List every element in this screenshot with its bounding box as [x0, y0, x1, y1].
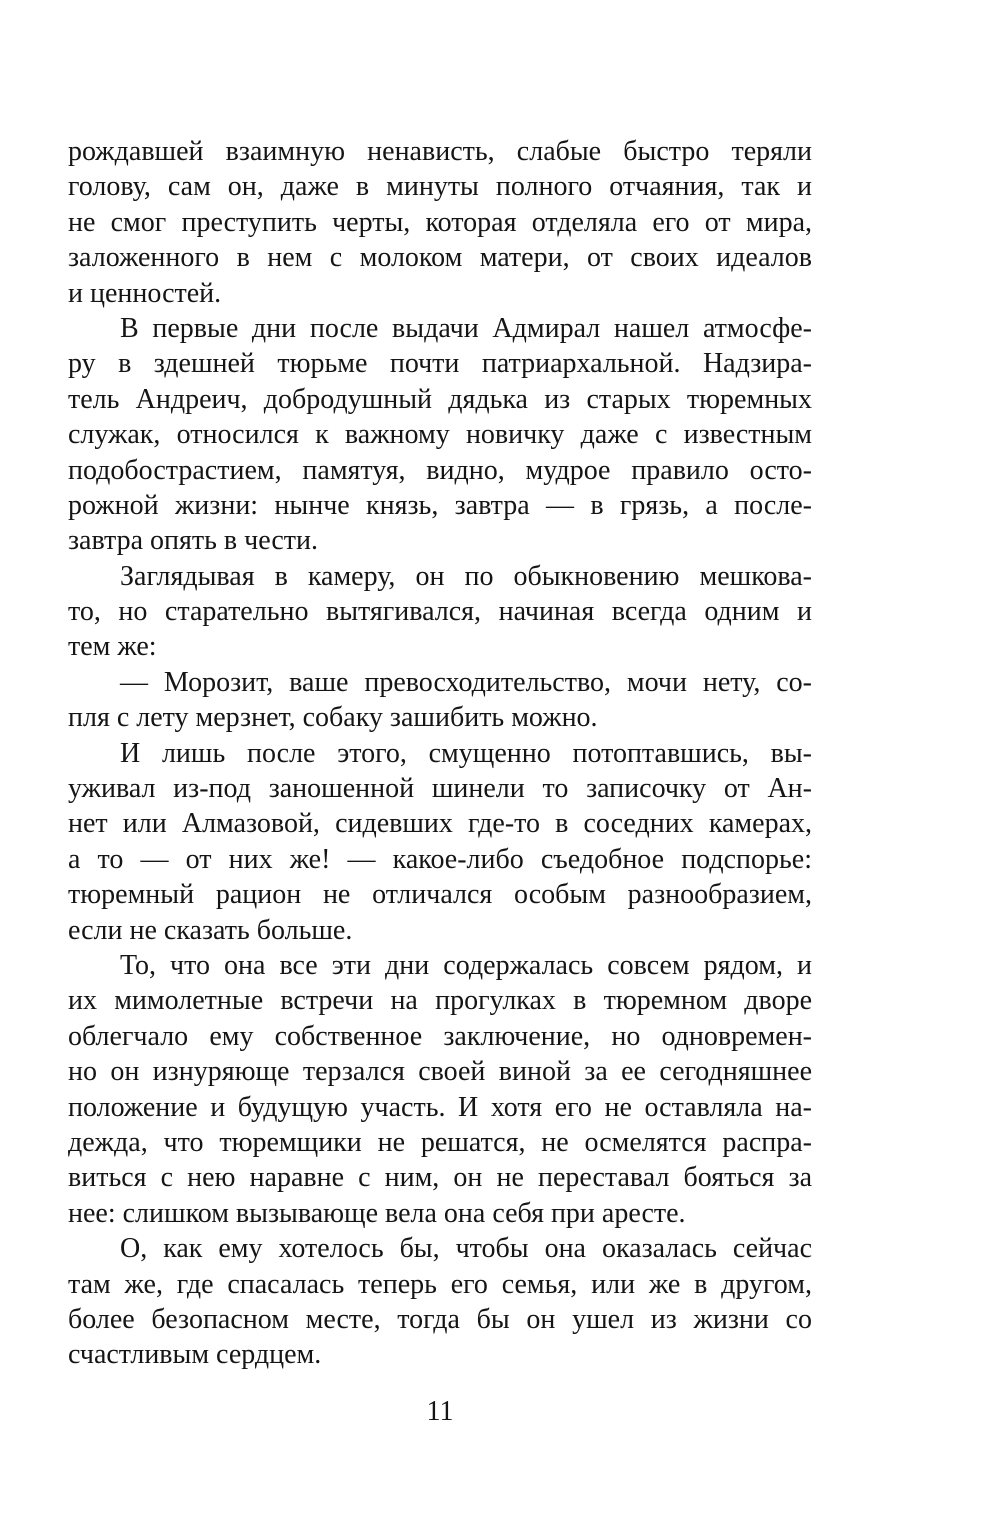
- text-line: и ценностей.: [68, 277, 222, 309]
- text-line: служак, относился к важному новичку даже с известным: [68, 419, 812, 451]
- text-line: О, как ему хотелось бы, чтобы она оказалась сейчас: [120, 1233, 812, 1265]
- text-line: облегчало ему собственное заключение, но одновремен-: [68, 1020, 812, 1052]
- page-number: 11: [426, 1396, 454, 1427]
- text-line: более безопасном месте, тогда бы он ушел из жизни со: [68, 1303, 812, 1335]
- text-line: заложенного в нем с молоком матери, от своих идеалов: [68, 242, 812, 274]
- text-line: ру в здешней тюрьме почти патриархальной. Надзира-: [68, 348, 812, 380]
- text-line: тель Андреич, добродушный дядька из старых тюремных: [68, 383, 812, 415]
- paragraph: [68, 1231, 812, 1373]
- text-line: счастливым сердцем.: [68, 1339, 322, 1371]
- paragraph: [68, 559, 812, 665]
- text-line: пля с лету мерзнет, собаку зашибить можно.: [68, 702, 598, 734]
- page-text: [68, 134, 812, 1373]
- text-line: виться с нею наравне с ним, он не переставал бояться за: [68, 1162, 812, 1194]
- text-line: а то — от них же! — какое-либо съедобное подспорье:: [68, 843, 812, 875]
- text-line: — Морозит, ваше превосходительство, мочи нету, со-: [120, 666, 812, 698]
- text-line: там же, где спасалась теперь его семья, или же в другом,: [68, 1268, 812, 1300]
- text-line: То, что она все эти дни содержалась совсем рядом, и: [120, 949, 812, 981]
- paragraph: [68, 948, 812, 1231]
- text-line: их мимолетные встречи на прогулках в тюремном дворе: [68, 985, 812, 1017]
- text-line: рождавшей взаимную ненависть, слабые быстро теряли: [68, 136, 812, 167]
- text-line: положение и будущую участь. И хотя его не оставляла на-: [68, 1091, 812, 1123]
- text-line: тюремный рацион не отличался особым разнообразием,: [68, 879, 812, 911]
- text-line: нет или Алмазовой, сидевших где-то в соседних камерах,: [68, 808, 812, 840]
- text-line: если не сказать больше.: [68, 914, 353, 946]
- text-line: но он изнуряюще терзался своей виной за ее сегодняшнее: [68, 1056, 812, 1088]
- text-line: то, но старательно вытягивался, начиная всегда одним и: [68, 596, 812, 628]
- text-line: И лишь после этого, смущенно потоптавшись, вы-: [120, 737, 812, 769]
- text-line: подобострастием, памятуя, видно, мудрое правило осто-: [68, 454, 812, 486]
- text-line: нее: слишком вызывающе вела она себя при аресте.: [68, 1197, 686, 1229]
- text-line: не смог преступить черты, которая отделяла его от мира,: [68, 206, 812, 238]
- text-line: Заглядывая в камеру, он по обыкновению мешкова-: [120, 560, 812, 592]
- paragraph: [68, 311, 812, 559]
- text-line: уживал из-под заношенной шинели то записочку от Ан-: [68, 773, 812, 805]
- text-line: рожной жизни: нынче князь, завтра — в грязь, а после-: [68, 489, 812, 521]
- paragraph: [68, 134, 812, 311]
- text-line: голову, сам он, даже в минуты полного отчаяния, так и: [68, 171, 812, 203]
- text-line: В первые дни после выдачи Адмирал нашел атмосфе-: [120, 312, 812, 344]
- text-line: завтра опять в чести.: [68, 525, 318, 557]
- paragraph: [68, 665, 812, 736]
- paragraph: [68, 736, 812, 948]
- text-line: тем же:: [68, 631, 157, 663]
- text-line: дежда, что тюремщики не решатся, не осмелятся распра-: [68, 1126, 812, 1158]
